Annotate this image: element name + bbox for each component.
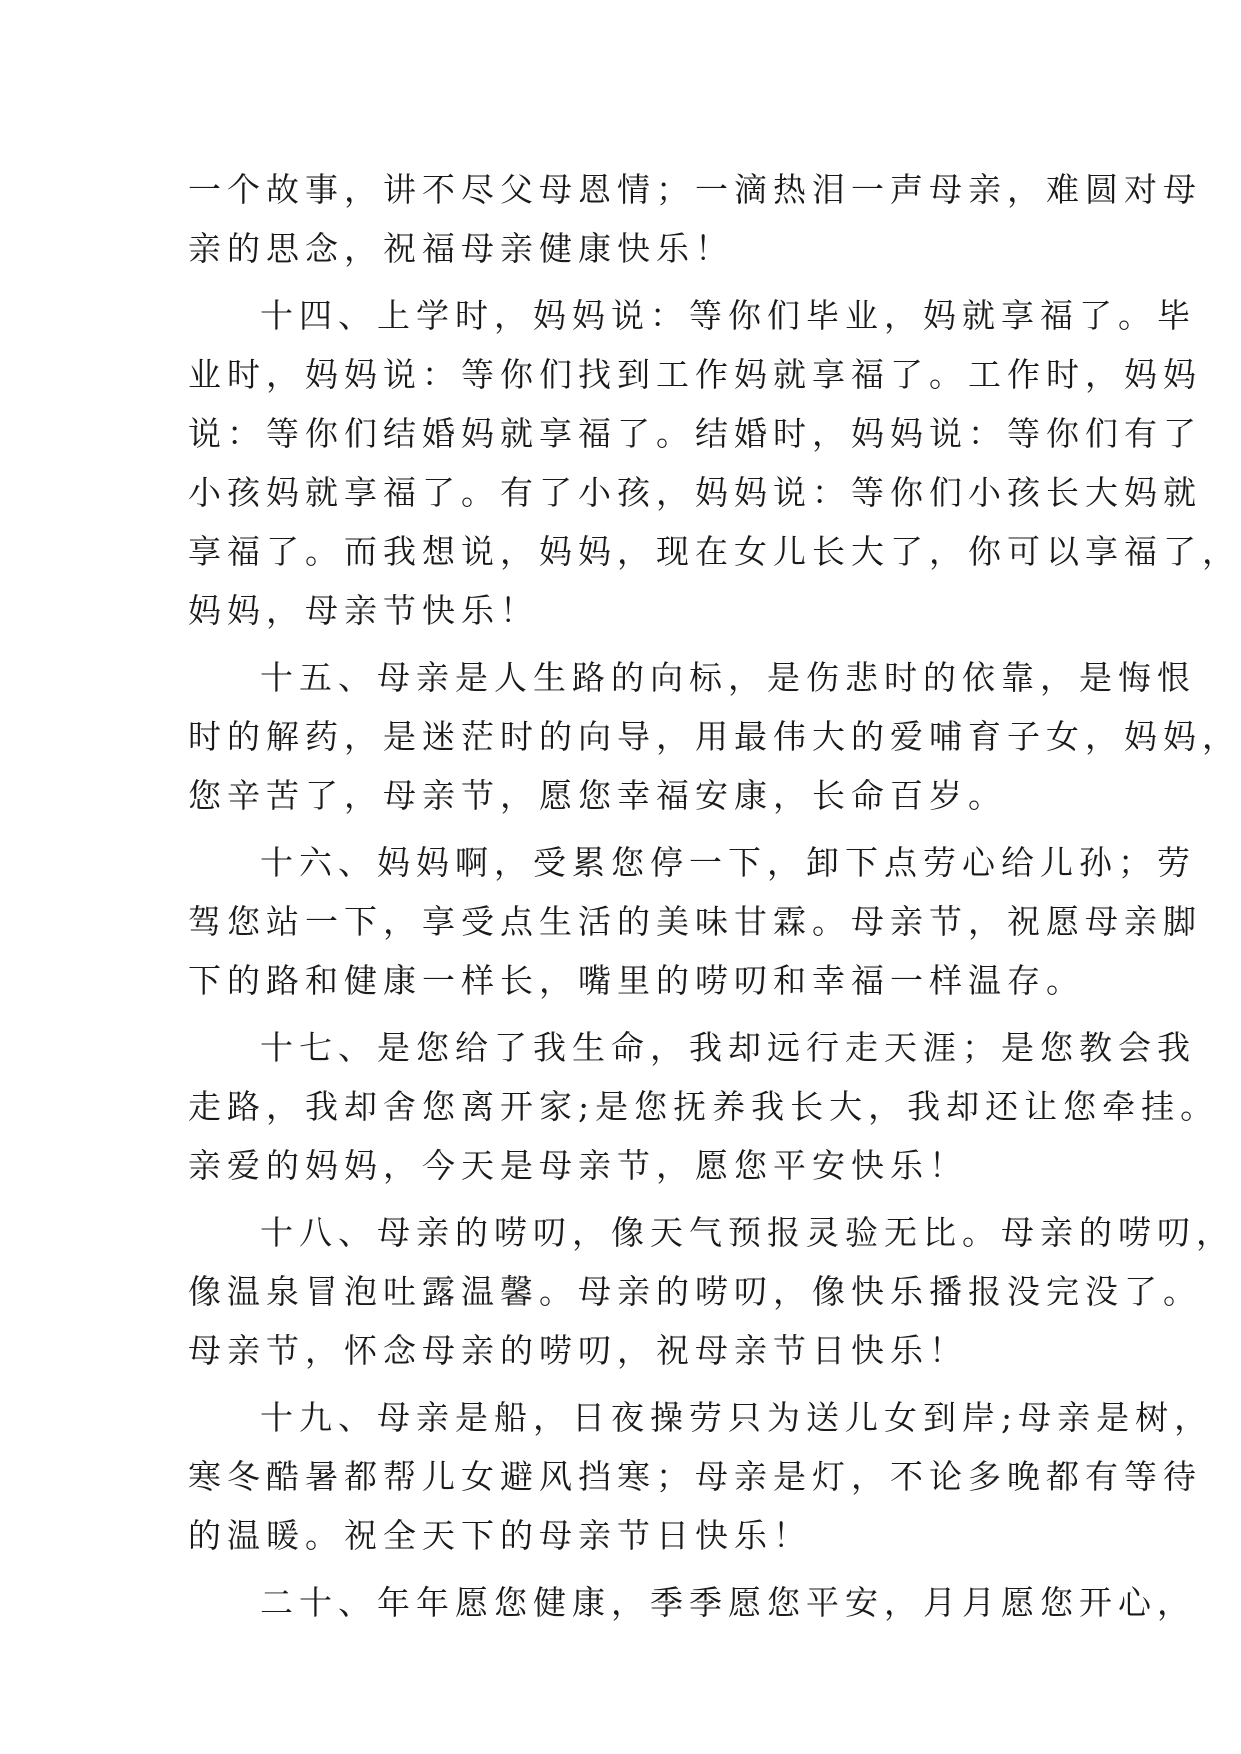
paragraph: [188, 833, 1202, 1010]
text-line: 母亲节，怀念母亲的唠叨，祝母亲节日快乐！: [188, 1331, 968, 1370]
text-line: 十八、母亲的唠叨，像天气预报灵验无比。母亲的唠叨，: [260, 1213, 1235, 1252]
text-line: 业时，妈妈说：等你们找到工作妈就享福了。工作时，妈妈: [188, 355, 1202, 394]
text-line: 寒冬酷暑都帮儿女避风挡寒；母亲是灯，不论多晚都有等待: [188, 1457, 1202, 1496]
paragraph: [188, 1573, 1196, 1632]
text-line: 十四、上学时，妈妈说：等你们毕业，妈就享福了。毕: [260, 296, 1196, 335]
paragraph-gap: [188, 1565, 1068, 1573]
text-line: 十六、妈妈啊，受累您停一下，卸下点劳心给儿孙；劳: [260, 843, 1196, 882]
text-line: 妈妈，母亲节快乐！: [188, 591, 539, 630]
paragraph: [188, 160, 1202, 278]
text-line: 小孩妈就享福了。有了小孩，妈妈说：等你们小孩长大妈就: [188, 473, 1202, 512]
text-line: 一个故事，讲不尽父母恩情；一滴热泪一声母亲，难圆对母: [188, 170, 1202, 209]
text-line: 亲的思念，祝福母亲健康快乐！: [188, 229, 734, 268]
text-line: 亲爱的妈妈，今天是母亲节，愿您平安快乐！: [188, 1146, 968, 1185]
text-line: 十五、母亲是人生路的向标，是伤悲时的依靠，是悔恨: [260, 658, 1196, 697]
paragraph: [188, 286, 1241, 640]
paragraph-gap: [188, 1195, 1068, 1203]
text-line: 时的解药，是迷茫时的向导，用最伟大的爱哺育子女，妈妈，: [188, 717, 1241, 756]
paragraph-gap: [188, 825, 1068, 833]
text-line: 走路，我却舍您离开家;是您抚养我长大，我却还让您牵挂。: [188, 1087, 1220, 1126]
text-line: 像温泉冒泡吐露温馨。母亲的唠叨，像快乐播报没完没了。: [188, 1272, 1202, 1311]
document-body: [188, 160, 1241, 1632]
text-line: 说：等你们结婚妈就享福了。结婚时，妈妈说：等你们有了: [188, 414, 1202, 453]
paragraph-gap: [188, 1010, 1068, 1018]
paragraph: [188, 1018, 1220, 1195]
text-line: 您辛苦了，母亲节，愿您幸福安康，长命百岁。: [188, 776, 1007, 815]
text-line: 驾您站一下，享受点生活的美味甘霖。母亲节，祝愿母亲脚: [188, 902, 1202, 941]
paragraph: [188, 1203, 1235, 1380]
text-line: 的温暖。祝全天下的母亲节日快乐！: [188, 1516, 812, 1555]
paragraph-gap: [188, 1380, 1068, 1388]
paragraph-gap: [188, 278, 1068, 286]
text-line: 下的路和健康一样长，嘴里的唠叨和幸福一样温存。: [188, 961, 1085, 1000]
paragraph: [188, 648, 1241, 825]
text-line: 十七、是您给了我生命，我却远行走天涯；是您教会我: [260, 1028, 1196, 1067]
paragraph: [188, 1388, 1214, 1565]
text-line: 享福了。而我想说，妈妈，现在女儿长大了，你可以享福了，: [188, 532, 1241, 571]
text-line: 十九、母亲是船，日夜操劳只为送儿女到岸;母亲是树，: [260, 1398, 1214, 1437]
paragraph-gap: [188, 640, 1068, 648]
text-line: 二十、年年愿您健康，季季愿您平安，月月愿您开心，: [260, 1583, 1196, 1622]
